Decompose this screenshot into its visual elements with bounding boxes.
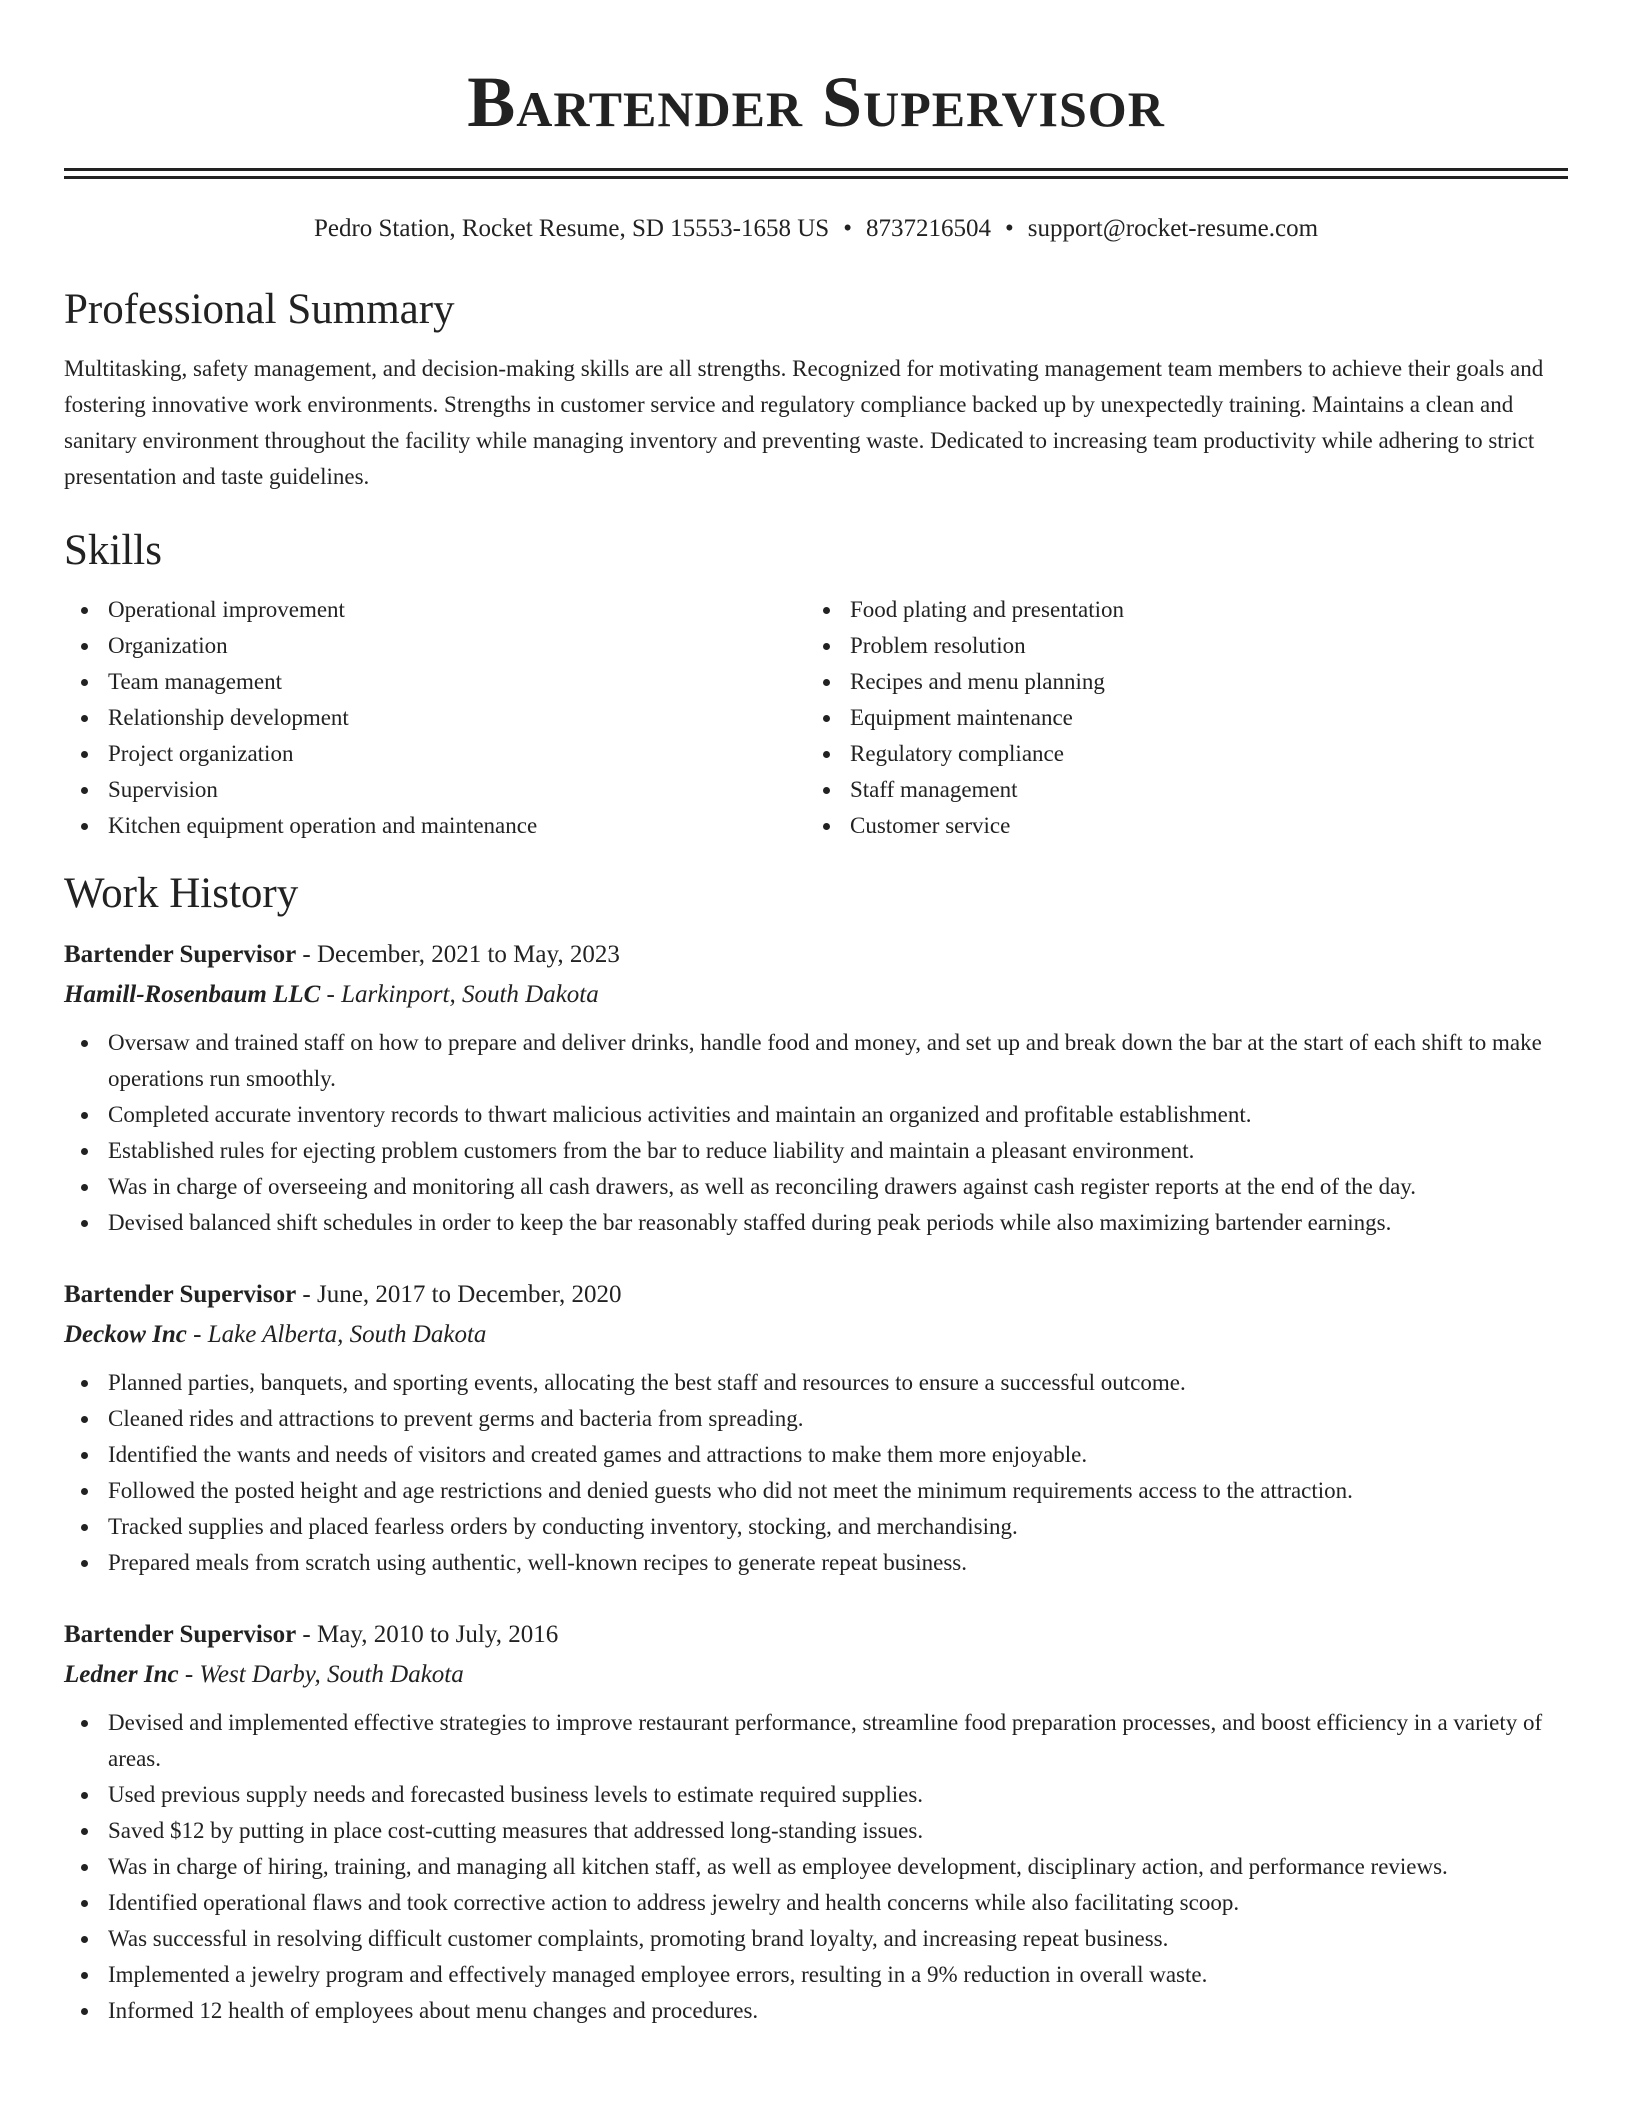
job-company-line <box>64 1655 1568 1695</box>
job-bullet: Tracked supplies and placed fearless orders by conducting inventory, stocking, and merchandising. <box>64 1509 1568 1545</box>
skills-list-right <box>806 592 1568 844</box>
contact-separator: • <box>1004 215 1014 242</box>
job-title-line <box>64 1615 1568 1655</box>
job-bullet: Planned parties, banquets, and sporting events, allocating the best staff and resources to ensure a successful outcome. <box>64 1365 1568 1401</box>
job-bullet: Used previous supply needs and forecasted business levels to estimate required supplies. <box>64 1777 1568 1813</box>
job-bullet: Oversaw and trained staff on how to prepare and deliver drinks, handle food and money, and set up and break down the bar at the start of each shift to make operations run smoothly. <box>64 1025 1568 1097</box>
job-bullet: Informed 12 health of employees about menu changes and procedures. <box>64 1993 1568 2029</box>
job-bullets <box>64 1705 1568 2029</box>
skill-item: Supervision <box>64 772 806 808</box>
work-history-heading: Work History <box>64 870 299 917</box>
skill-item: Staff management <box>806 772 1568 808</box>
job-location: - West Darby, South Dakota <box>178 1661 464 1688</box>
job-bullet: Completed accurate inventory records to thwart malicious activities and maintain an organized and profitable establishment. <box>64 1097 1568 1133</box>
skills-list-left <box>64 592 806 844</box>
job-bullet: Was in charge of overseeing and monitoring all cash drawers, as well as reconciling drawers against cash register reports at the end of the day. <box>64 1169 1568 1205</box>
skill-item: Recipes and menu planning <box>806 664 1568 700</box>
job-location: - Larkinport, South Dakota <box>320 981 599 1008</box>
job-company: Deckow Inc <box>64 1321 187 1348</box>
skill-item: Relationship development <box>64 700 806 736</box>
job-bullet: Followed the posted height and age restrictions and denied guests who did not meet the minimum requirements access to the attraction. <box>64 1473 1568 1509</box>
summary-heading: Professional Summary <box>64 286 455 333</box>
job-role: Bartender Supervisor <box>64 1281 297 1308</box>
job-bullet: Devised balanced shift schedules in order to keep the bar reasonably staffed during peak periods while also maximizing bartender earnings. <box>64 1205 1568 1241</box>
job-role: Bartender Supervisor <box>64 1621 297 1648</box>
job-entry <box>64 1615 1568 2029</box>
job-bullet: Identified operational flaws and took corrective action to address jewelry and health concerns while also facilitating scoop. <box>64 1885 1568 1921</box>
skill-item: Problem resolution <box>806 628 1568 664</box>
skill-item: Food plating and presentation <box>806 592 1568 628</box>
contact-line <box>64 213 1568 245</box>
skill-item: Equipment maintenance <box>806 700 1568 736</box>
job-entry <box>64 1275 1568 1581</box>
resume-name: Bartender Supervisor <box>467 62 1165 142</box>
job-bullet: Was in charge of hiring, training, and managing all kitchen staff, as well as employee development, disciplinary action, and performance reviews. <box>64 1849 1568 1885</box>
job-company-line <box>64 975 1568 1015</box>
job-bullet: Cleaned rides and attractions to prevent germs and bacteria from spreading. <box>64 1401 1568 1437</box>
contact-email: support@rocket-resume.com <box>1027 215 1319 242</box>
skills-columns <box>64 592 1568 844</box>
skill-item: Regulatory compliance <box>806 736 1568 772</box>
skill-item: Team management <box>64 664 806 700</box>
job-bullets <box>64 1025 1568 1241</box>
contact-address: Pedro Station, Rocket Resume, SD 15553-1658 US <box>313 215 830 242</box>
skill-item: Customer service <box>806 808 1568 844</box>
job-company: Hamill-Rosenbaum LLC <box>64 981 321 1008</box>
skill-item: Project organization <box>64 736 806 772</box>
contact-phone: 8737216504 <box>865 215 991 242</box>
job-bullet: Prepared meals from scratch using authentic, well-known recipes to generate repeat business. <box>64 1545 1568 1581</box>
job-bullet: Devised and implemented effective strategies to improve restaurant performance, streamline food preparation processes, and boost efficiency in a variety of areas. <box>64 1705 1568 1777</box>
job-bullet: Saved $12 by putting in place cost-cutting measures that addressed long-standing issues. <box>64 1813 1568 1849</box>
job-role: Bartender Supervisor <box>64 941 297 968</box>
job-bullet: Was successful in resolving difficult customer complaints, promoting brand loyalty, and increasing repeat business. <box>64 1921 1568 1957</box>
job-dates: - June, 2017 to December, 2020 <box>296 1281 622 1308</box>
job-bullets <box>64 1365 1568 1581</box>
contact-separator: • <box>843 215 852 242</box>
job-bullet: Identified the wants and needs of visitors and created games and attractions to make them more enjoyable. <box>64 1437 1568 1473</box>
job-title-line <box>64 1275 1568 1315</box>
job-dates: - December, 2021 to May, 2023 <box>296 941 620 968</box>
job-bullet: Established rules for ejecting problem customers from the bar to reduce liability and maintain a pleasant environment. <box>64 1133 1568 1169</box>
skill-item: Organization <box>64 628 806 664</box>
job-company-line <box>64 1315 1568 1355</box>
skills-heading: Skills <box>64 527 162 574</box>
header-divider-bottom <box>64 176 1568 179</box>
header-divider-top <box>64 168 1568 171</box>
job-location: - Lake Alberta, South Dakota <box>186 1321 487 1348</box>
skill-item: Kitchen equipment operation and maintenance <box>64 808 806 844</box>
job-company: Ledner Inc <box>64 1661 179 1688</box>
skill-item: Operational improvement <box>64 592 806 628</box>
job-dates: - May, 2010 to July, 2016 <box>296 1621 559 1648</box>
job-title-line <box>64 935 1568 975</box>
summary-text: Multitasking, safety management, and decision-making skills are all strengths. Recognized for motivating management team members to achieve their goals and fostering innovative work environments. Strengths in customer service and regulatory compliance backed up by unexpectedly training. Maintains a clean and sanitary environment throughout the facility while managing inventory and preventing waste. Dedicated to increasing team productivity while adhering to strict presentation and taste guidelines. <box>64 356 1544 489</box>
job-bullet: Implemented a jewelry program and effectively managed employee errors, resulting in a 9% reduction in overall waste. <box>64 1957 1568 1993</box>
job-entry <box>64 935 1568 1241</box>
